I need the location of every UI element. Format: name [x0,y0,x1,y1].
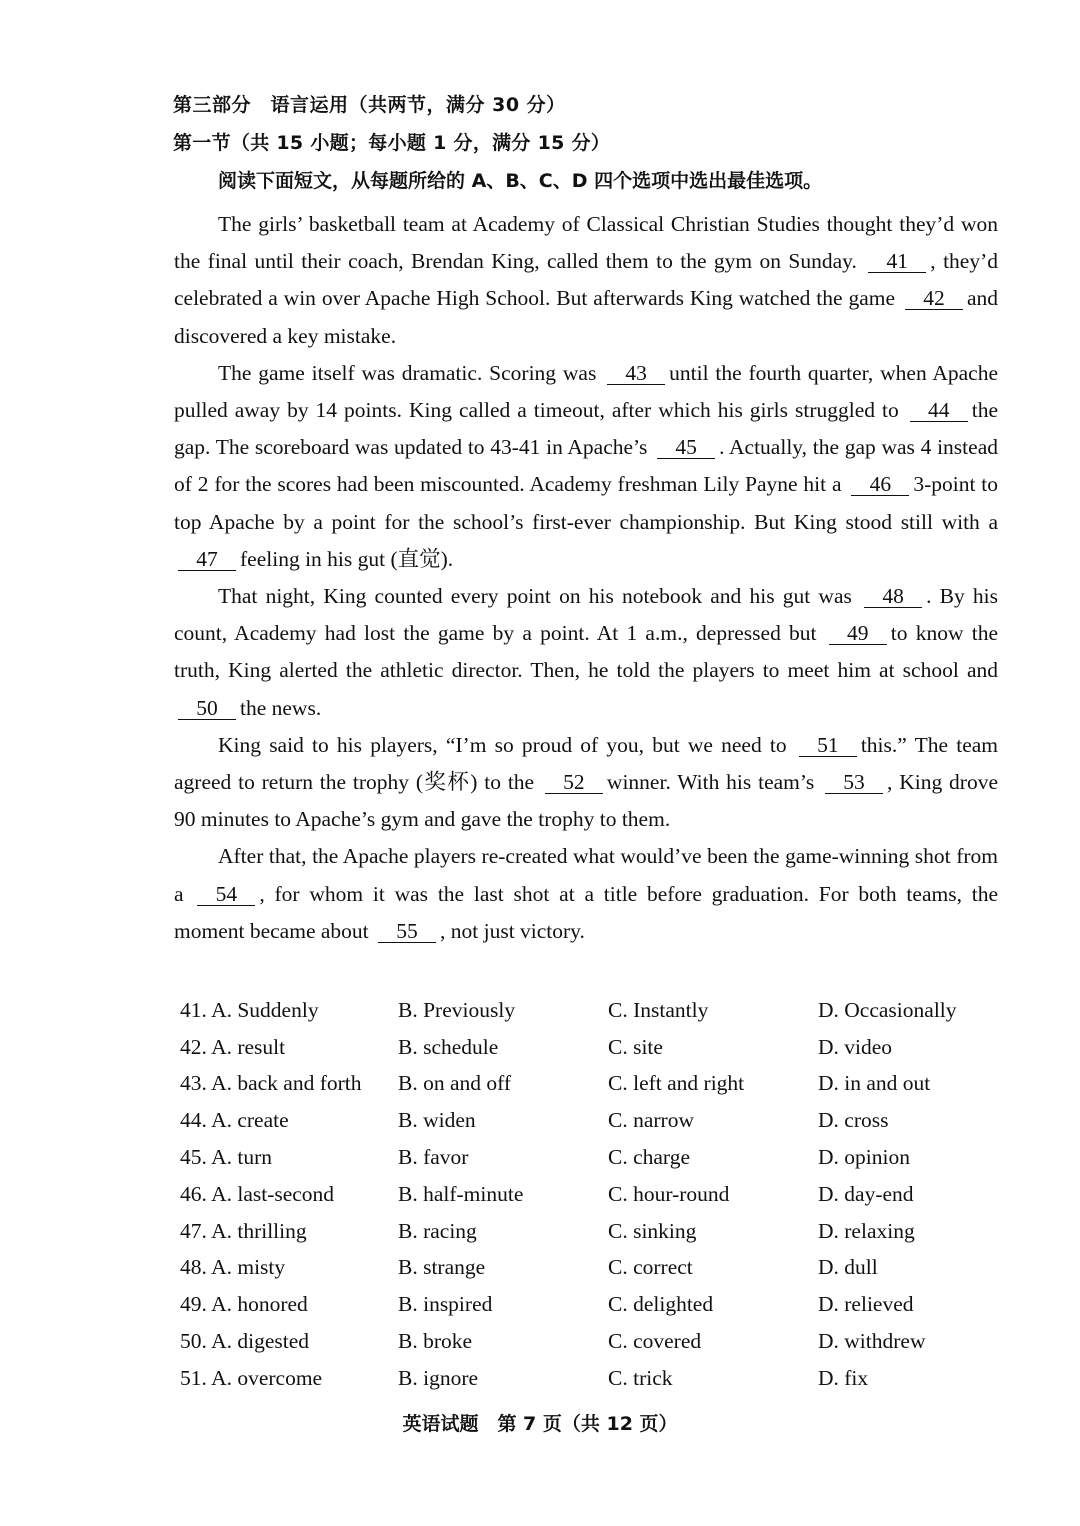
option-cell: 49. A. honored [180,1292,308,1317]
option-row [180,992,998,1029]
option-cell: C. charge [608,1145,690,1170]
option-row [180,1286,998,1323]
option-cell: 46. A. last-second [180,1181,335,1206]
passage-text: The girls’ basketball team at Academy of Classical Christian Studies thought they’d won the final until their coach, Brendan King, called them to the gym on Sunday. [174,212,998,274]
passage-text: to know the truth, King alerted the athletic director. Then, he told the players to meet him at school and [174,621,998,683]
option-cell: B. broke [398,1329,473,1354]
answer-blank: 51 [799,734,857,757]
passage-text: After that, the Apache players re-created what would’ve been the game-winning shot from a [174,844,998,906]
option-cell: B. half-minute [398,1181,524,1206]
part-title: 第三部分 语言运用（共两节，满分 30 分） [173,94,566,116]
option-cell: D. day-end [818,1181,914,1206]
option-row [180,1250,998,1287]
options-table [180,992,998,1397]
answer-blank: 48 [864,585,922,608]
option-row [180,1176,998,1213]
option-cell: C. left and right [608,1071,745,1096]
option-cell: D. withdrew [818,1329,926,1354]
answer-blank: 44 [910,399,968,422]
option-row [180,1213,998,1250]
option-cell: 45. A. turn [180,1145,272,1170]
option-cell: C. sinking [608,1218,697,1243]
section-title: 第一节（共 15 小题；每小题 1 分，满分 15 分） [173,132,611,154]
answer-blank: 41 [868,250,926,273]
passage-text: King said to his players, “I’m so proud of you, but we need to [218,732,787,757]
answer-blank: 54 [197,883,255,906]
answer-blank: 55 [378,920,436,943]
option-cell: D. cross [818,1108,889,1133]
answer-blank: 50 [178,697,236,720]
passage-text: winner. With his team’s [606,770,815,795]
option-cell: B. ignore [398,1365,479,1390]
answer-blank: 52 [545,771,603,794]
option-cell: D. fix [818,1365,869,1390]
passage-paragraph [174,578,998,727]
option-cell: 43. A. back and forth [180,1071,362,1096]
option-cell: D. Occasionally [818,997,957,1022]
option-cell: D. relieved [818,1292,914,1317]
option-cell: C. hour-round [608,1181,730,1206]
instruction-text: 阅读下面短文，从每题所给的 A、B、C、D 四个选项中选出最佳选项。 [218,170,823,192]
passage-text: . Actually, the gap was 4 instead of 2 for the scores had been miscounted. Academy freshman Lily Payne hit a [174,435,998,497]
answer-blank: 45 [657,436,715,459]
passage-paragraph [174,355,998,578]
option-cell: B. on and off [398,1071,512,1096]
passage-text: The game itself was dramatic. Scoring was [218,360,597,385]
option-cell: 41. A. Suddenly [180,997,319,1022]
option-cell: D. relaxing [818,1218,915,1243]
passage-text: feeling in his gut (直觉). [240,546,454,571]
option-row [180,1029,998,1066]
option-cell: D. opinion [818,1145,910,1170]
option-cell: B. Previously [398,997,516,1022]
option-cell: D. dull [818,1255,878,1280]
option-row [180,1323,998,1360]
option-cell: C. correct [608,1255,693,1280]
answer-blank: 46 [851,473,909,496]
option-cell: D. in and out [818,1071,931,1096]
option-row [180,1102,998,1139]
option-cell: B. racing [398,1218,477,1243]
answer-blank: 47 [178,548,236,571]
option-cell: C. trick [608,1365,673,1390]
answer-blank: 49 [829,622,887,645]
answer-blank: 43 [607,362,665,385]
option-cell: 48. A. misty [180,1255,286,1280]
passage-text: until the fourth quarter, when Apache pulled away by 14 points. King called a timeout, after which his girls struggled to [174,360,998,423]
option-cell: C. site [608,1034,663,1059]
passage-paragraph [174,838,998,950]
answer-blank: 53 [825,771,883,794]
passage-paragraph [174,727,998,839]
option-row [180,1139,998,1176]
option-cell: C. Instantly [608,997,709,1022]
answer-blank: 42 [905,287,963,310]
option-cell: 42. A. result [180,1034,286,1059]
passage-paragraph [174,206,998,355]
passage-text: , for whom it was the last shot at a title before graduation. For both teams, the moment became about [174,881,999,943]
passage-text: the gap. The scoreboard was updated to 43-41 in Apache’s [174,398,998,460]
option-cell: B. strange [398,1255,486,1280]
page-footer: 英语试题 第 7 页（共 12 页） [402,1413,678,1435]
passage-text: . By his count, Academy had lost the game by a point. At 1 a.m., depressed but [174,584,998,646]
option-cell: C. covered [608,1329,702,1354]
passage-text: and discovered a key mistake. [174,286,999,348]
passage-text: That night, King counted every point on his notebook and his gut was [218,584,852,609]
option-cell: D. video [818,1034,893,1059]
passage-text: 3-point to top Apache by a point for the school’s first-ever championship. But King stood still with a [174,472,998,534]
passage-text: , King drove 90 minutes to Apache’s gym and gave the trophy to them. [174,770,999,832]
option-cell: C. narrow [608,1108,694,1133]
option-cell: C. delighted [608,1292,714,1317]
option-cell: B. favor [398,1145,469,1170]
passage-text: the news. [240,695,322,720]
option-cell: 50. A. digested [180,1329,309,1354]
option-cell: B. widen [398,1108,476,1133]
option-row [180,1066,998,1103]
option-row [180,1360,998,1397]
passage-text: , not just victory. [440,918,585,943]
option-cell: B. schedule [398,1034,499,1059]
option-cell: 47. A. thrilling [180,1218,307,1243]
option-cell: 51. A. overcome [180,1365,323,1390]
option-cell: B. inspired [398,1292,493,1317]
passage-text: this.” The team agreed to return the trophy (奖杯) to the [174,732,999,795]
cloze-passage [174,206,998,950]
option-cell: 44. A. create [180,1108,289,1133]
passage-text: , they’d celebrated a win over Apache High School. But afterwards King watched the game [174,249,998,311]
